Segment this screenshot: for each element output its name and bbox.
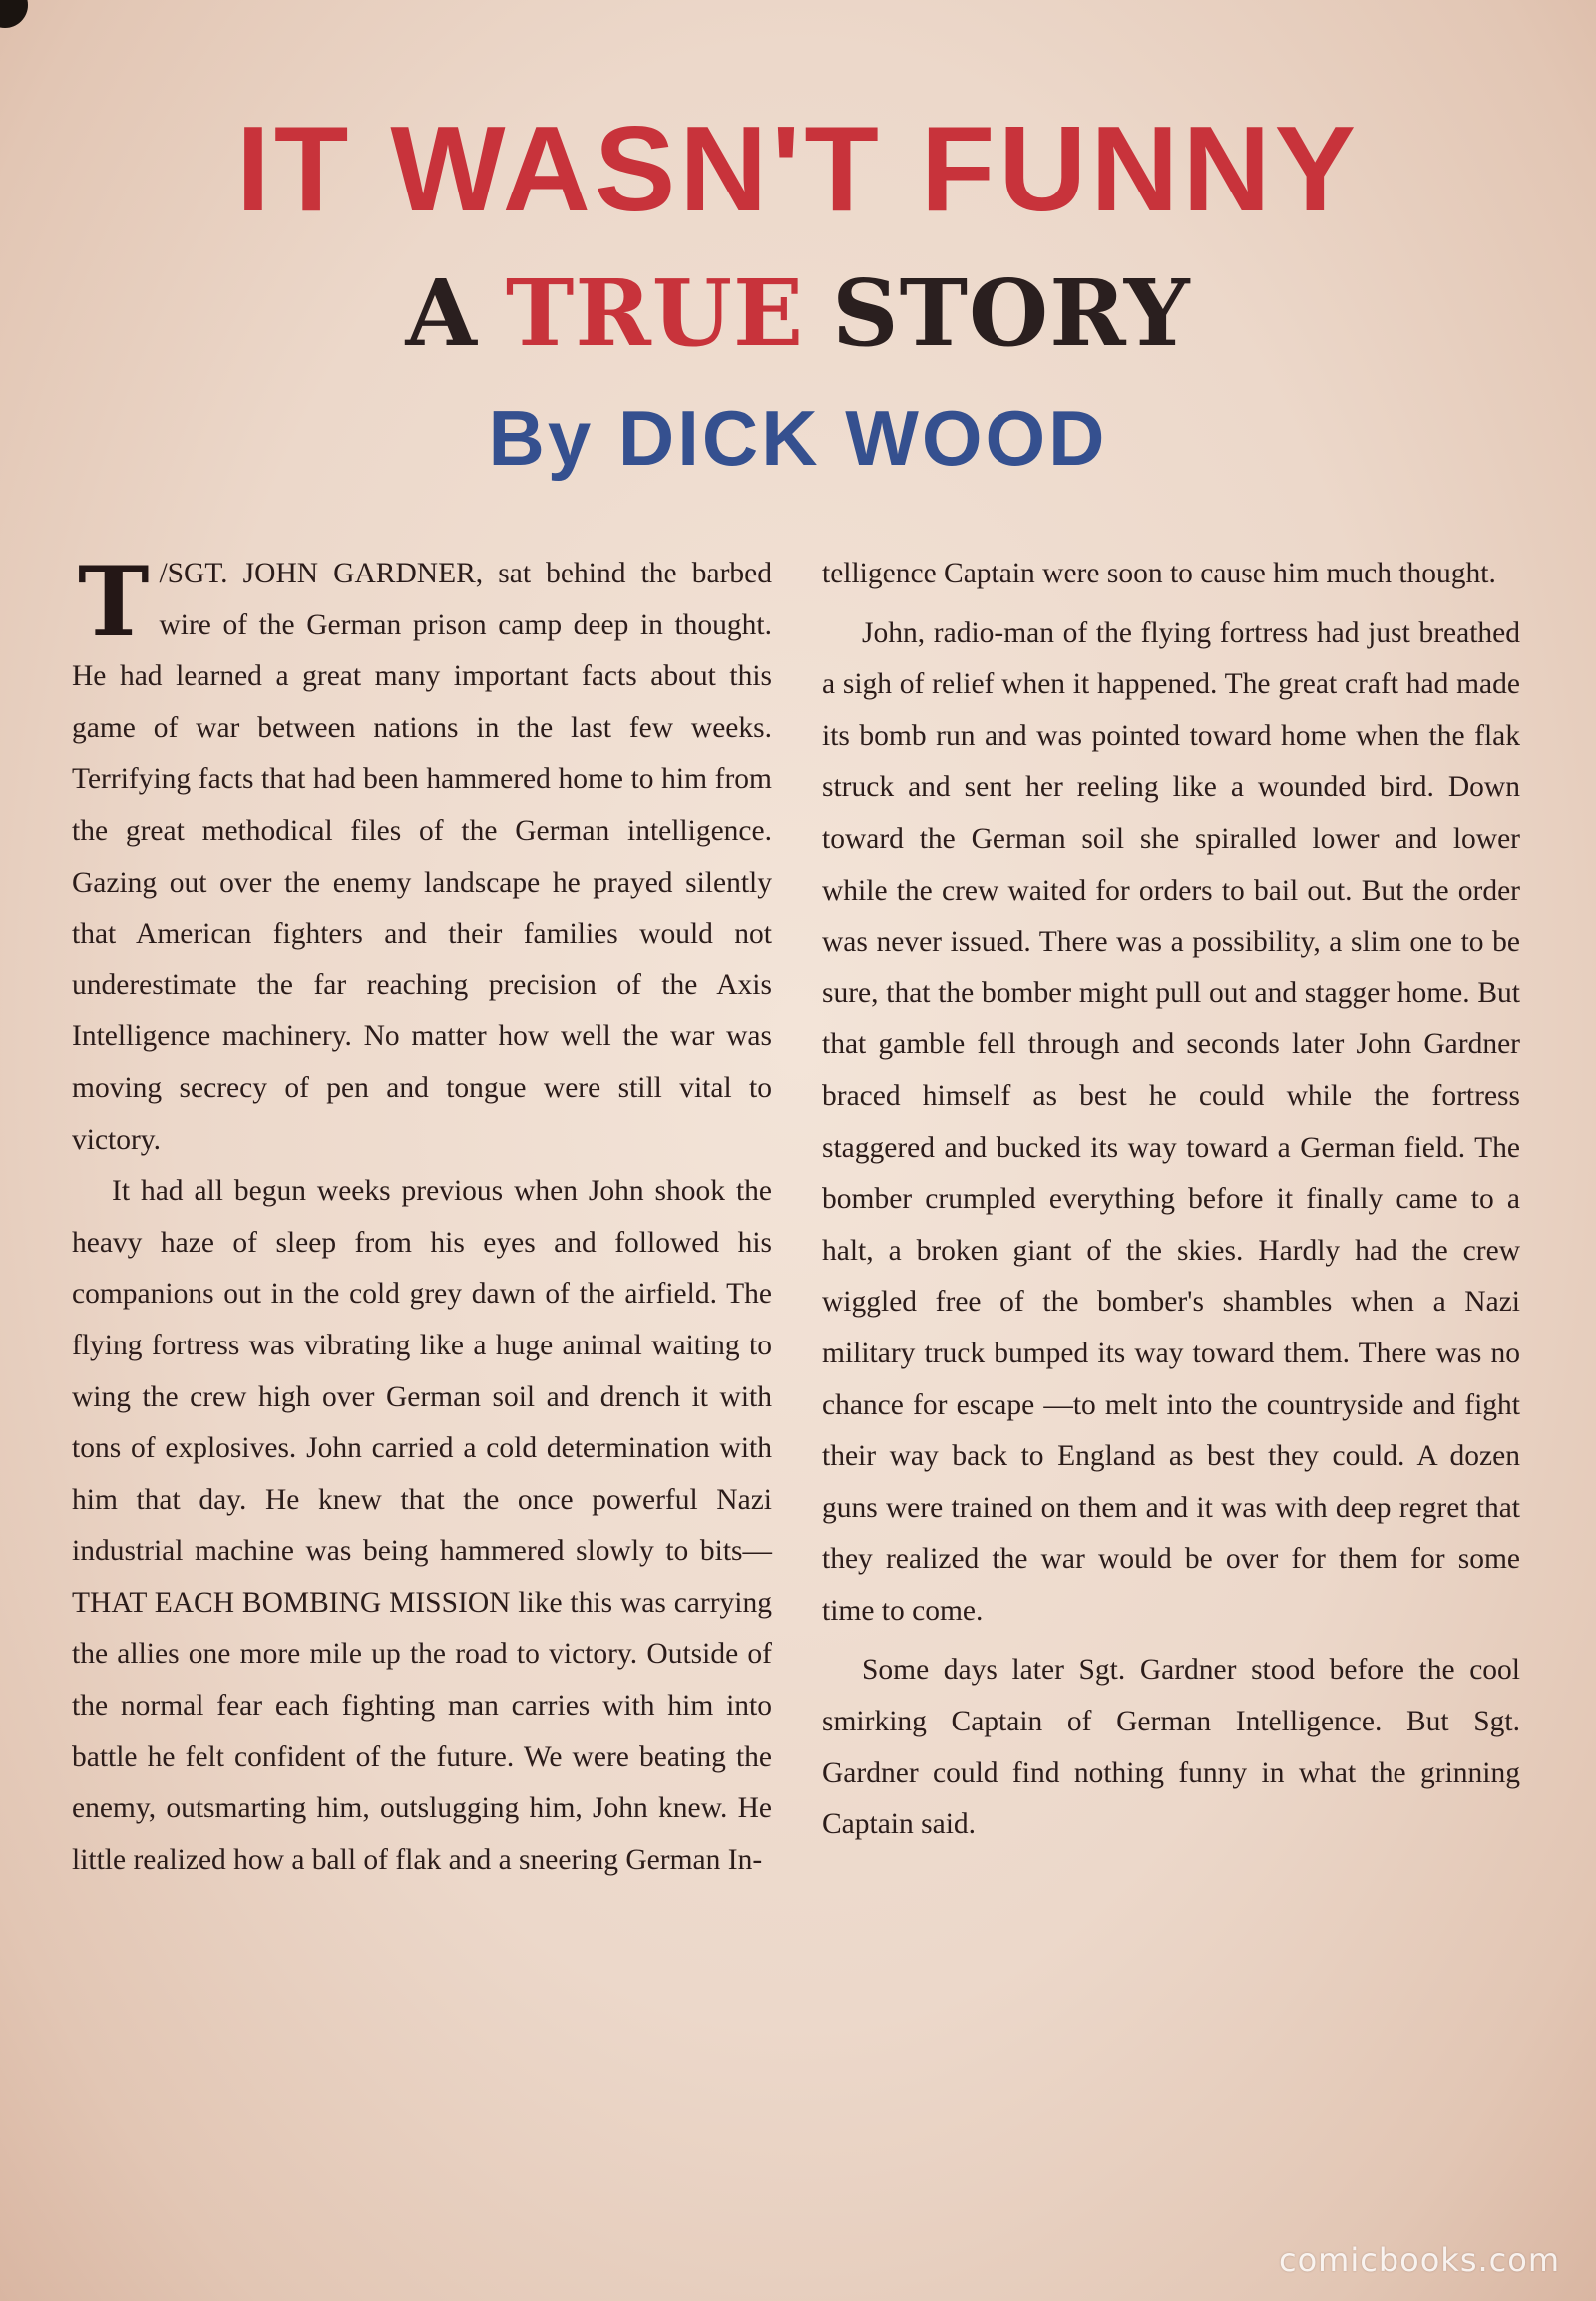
article-column-left xyxy=(72,546,772,1886)
article-paragraph: telligence Captain were soon to cause him much thought. xyxy=(822,558,1496,589)
site-watermark: comicbooks.com xyxy=(1278,2241,1560,2279)
story-title: IT WASN'T FUNNY xyxy=(236,101,1360,236)
article-paragraph: Some days later Sgt. Gardner stood before the cool smirking Captain of German Intelligence. But Sgt. Gardner could find nothing funny in what the grinning Captain said. xyxy=(822,1654,1520,1841)
paragraph-text: /SGT. JOHN GARDNER, sat behind the barbed wire of the German prison camp deep in thought. He had learned a great many important facts about this game of war between nations in the last few weeks. Terrifying facts that had been hammered home to him from the great methodical files of the German intelligence. Gazing out over the enemy landscape he prayed silently that American fighters and their families would not underestimate the far reaching precision of the Axis Intelligence machinery. No matter how well the war was moving secrecy of pen and tongue were still vital to victory. xyxy=(72,558,772,1156)
subtitle-word-true: TRUE xyxy=(505,259,805,367)
drop-cap: T xyxy=(78,546,150,658)
story-subtitle xyxy=(0,259,1596,367)
ink-blot-decoration xyxy=(0,0,28,28)
article-paragraph: It had all begun weeks previous when John shook the heavy haze of sleep from his eyes and followed his companions out in the cold grey dawn of the airfield. The flying fortress was vibrating like a huge animal waiting to wing the crew high over German soil and drench it with tons of explosives. John carried a cold determination with him that day. He knew that the once powerful Nazi industrial machine was being hammered slowly to bits—THAT EACH BOMBING MISSION like this was carrying the allies one more mile up the road to victory. Outside of the normal fear each fighting man carries with him into battle he felt confident of the future. We were beating the enemy, outsmarting him, outslugging him, John knew. He little realized how a ball of flak and a sneering German In- xyxy=(72,1175,772,1876)
subtitle-word-story: STORY xyxy=(832,259,1191,367)
article-paragraph: John, radio-man of the flying fortress had just breathed a sigh of relief when it happened. The great craft had made its bomb run and was pointed toward home when the flak struck and sent her reeling like a wounded bird. Down toward the German soil she spiralled lower and lower while the crew waited for orders to bail out. But the order was never issued. There was a possibility, a slim one to be sure, that the bomber might pull out and stagger home. But that gamble fell through and seconds later John Gardner braced himself as best he could while the fortress staggered and bucked its way toward a German field. The bomber crumpled everything before it finally came to a halt, a broken giant of the skies. Hardly had the crew wiggled free of the bomber's shambles when a Nazi military truck bumped its way toward them. There was no chance for escape —to melt into the countryside and fight their way back to England as best they could. A dozen guns were trained on them and it was with deep regret that they realized the war would be over for them for some time to come. xyxy=(822,616,1520,1627)
subtitle-word-a: A xyxy=(405,259,478,367)
author-byline: By DICK WOOD xyxy=(488,394,1108,482)
article-column-right xyxy=(822,549,1520,1851)
article-paragraph xyxy=(72,546,772,1166)
